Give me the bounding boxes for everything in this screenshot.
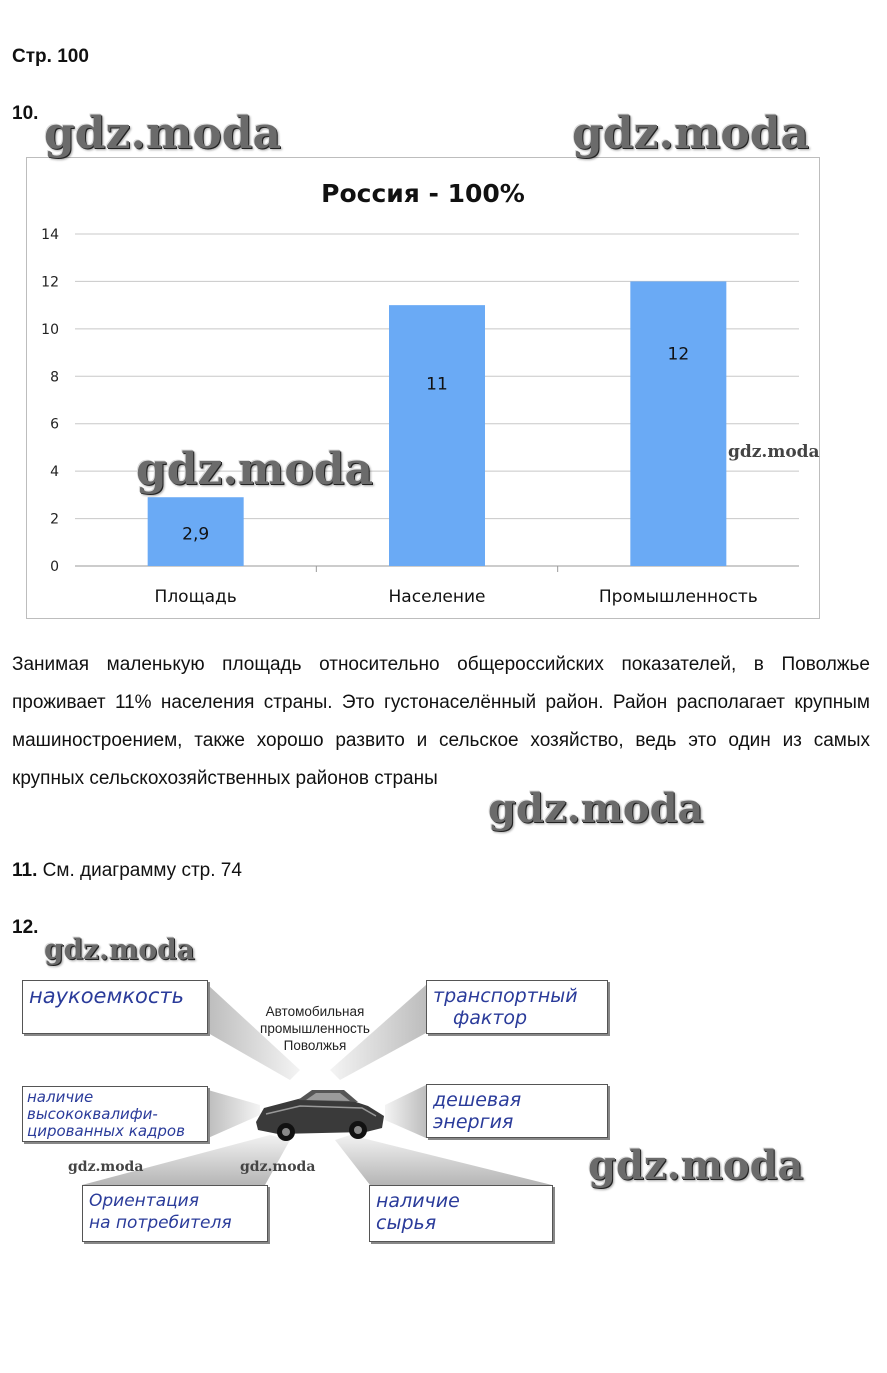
watermark-logo: gdz.moda <box>588 1142 804 1189</box>
task-11-text: См. диаграмму стр. 74 <box>42 860 242 881</box>
factor-text: Ориентация <box>89 1191 199 1211</box>
y-tick-label: 8 <box>50 369 59 386</box>
factor-text: высококвалифи- <box>27 1105 158 1123</box>
task-10-number: 10. <box>12 103 39 124</box>
y-tick-label: 12 <box>41 274 59 291</box>
task-11 <box>12 860 242 882</box>
task-11-number: 11. <box>12 860 38 881</box>
factor-text: на потребителя <box>89 1213 232 1233</box>
center-title-line: Автомобильная <box>265 1004 365 1019</box>
chart-frame <box>26 157 820 619</box>
factor-text: наличие <box>376 1190 460 1212</box>
factor-text: сырья <box>376 1212 437 1234</box>
y-tick-label: 2 <box>50 511 59 528</box>
center-title-line: Поволжья <box>283 1038 347 1053</box>
factor-text: фактор <box>453 1007 528 1029</box>
data-label: 12 <box>667 344 690 365</box>
task-12-number: 12. <box>12 917 39 938</box>
diagram-center-title <box>240 1003 390 1054</box>
y-tick-label: 14 <box>41 227 59 243</box>
y-tick-label: 10 <box>41 321 59 338</box>
x-category-label: Промышленность <box>598 587 758 607</box>
page-reference: Стр. 100 <box>12 46 89 67</box>
x-category-label: Население <box>388 587 486 607</box>
watermark-logo: gdz.moda <box>44 108 282 159</box>
watermark-logo: gdz.moda <box>44 933 195 966</box>
data-label: 11 <box>426 374 448 395</box>
factors-diagram <box>0 960 887 1260</box>
watermark-logo: gdz.moda <box>572 108 810 159</box>
factor-box-transport <box>426 980 608 1034</box>
data-label: 2,9 <box>182 524 210 545</box>
watermark-logo: gdz.moda <box>728 442 820 462</box>
x-category-label: Площадь <box>154 587 237 607</box>
watermark-logo: gdz.moda <box>136 444 374 495</box>
factor-box-staff <box>22 1086 208 1142</box>
bar <box>389 305 485 566</box>
factor-text: цированных кадров <box>27 1122 185 1140</box>
factor-text: наукоемкость <box>29 984 185 1008</box>
chart-title: Россия - 100% <box>321 179 525 208</box>
y-tick-label: 0 <box>50 559 59 575</box>
watermark-logo: gdz.moda <box>240 1159 316 1175</box>
factor-box-raw <box>369 1185 553 1242</box>
answer-paragraph: Занимая маленькую площадь относительно общероссийских показателей, в Поволжье проживает 11% населения страны. Это густонаселённый район. Район располагает крупным машиностроением, также хорошо развито и сельское хозяйство, ведь это один из самых крупных сельскохозяйственных районов страны <box>12 654 870 789</box>
y-tick-label: 6 <box>50 416 59 433</box>
factor-box-science <box>22 980 208 1034</box>
watermark-logo: gdz.moda <box>488 785 704 832</box>
bar <box>630 281 726 566</box>
bar-chart <box>27 158 819 618</box>
factor-text: дешевая <box>433 1089 522 1111</box>
watermark-logo: gdz.moda <box>68 1159 144 1175</box>
factor-text: энергия <box>433 1111 514 1133</box>
sports-car-icon <box>250 1086 390 1144</box>
factor-box-consumer <box>82 1185 268 1242</box>
factor-text: наличие <box>27 1088 94 1106</box>
y-tick-label: 4 <box>50 464 59 481</box>
center-title-line: промышленность <box>260 1021 370 1036</box>
factor-text: транспортный <box>433 985 578 1007</box>
factor-box-energy <box>426 1084 608 1138</box>
